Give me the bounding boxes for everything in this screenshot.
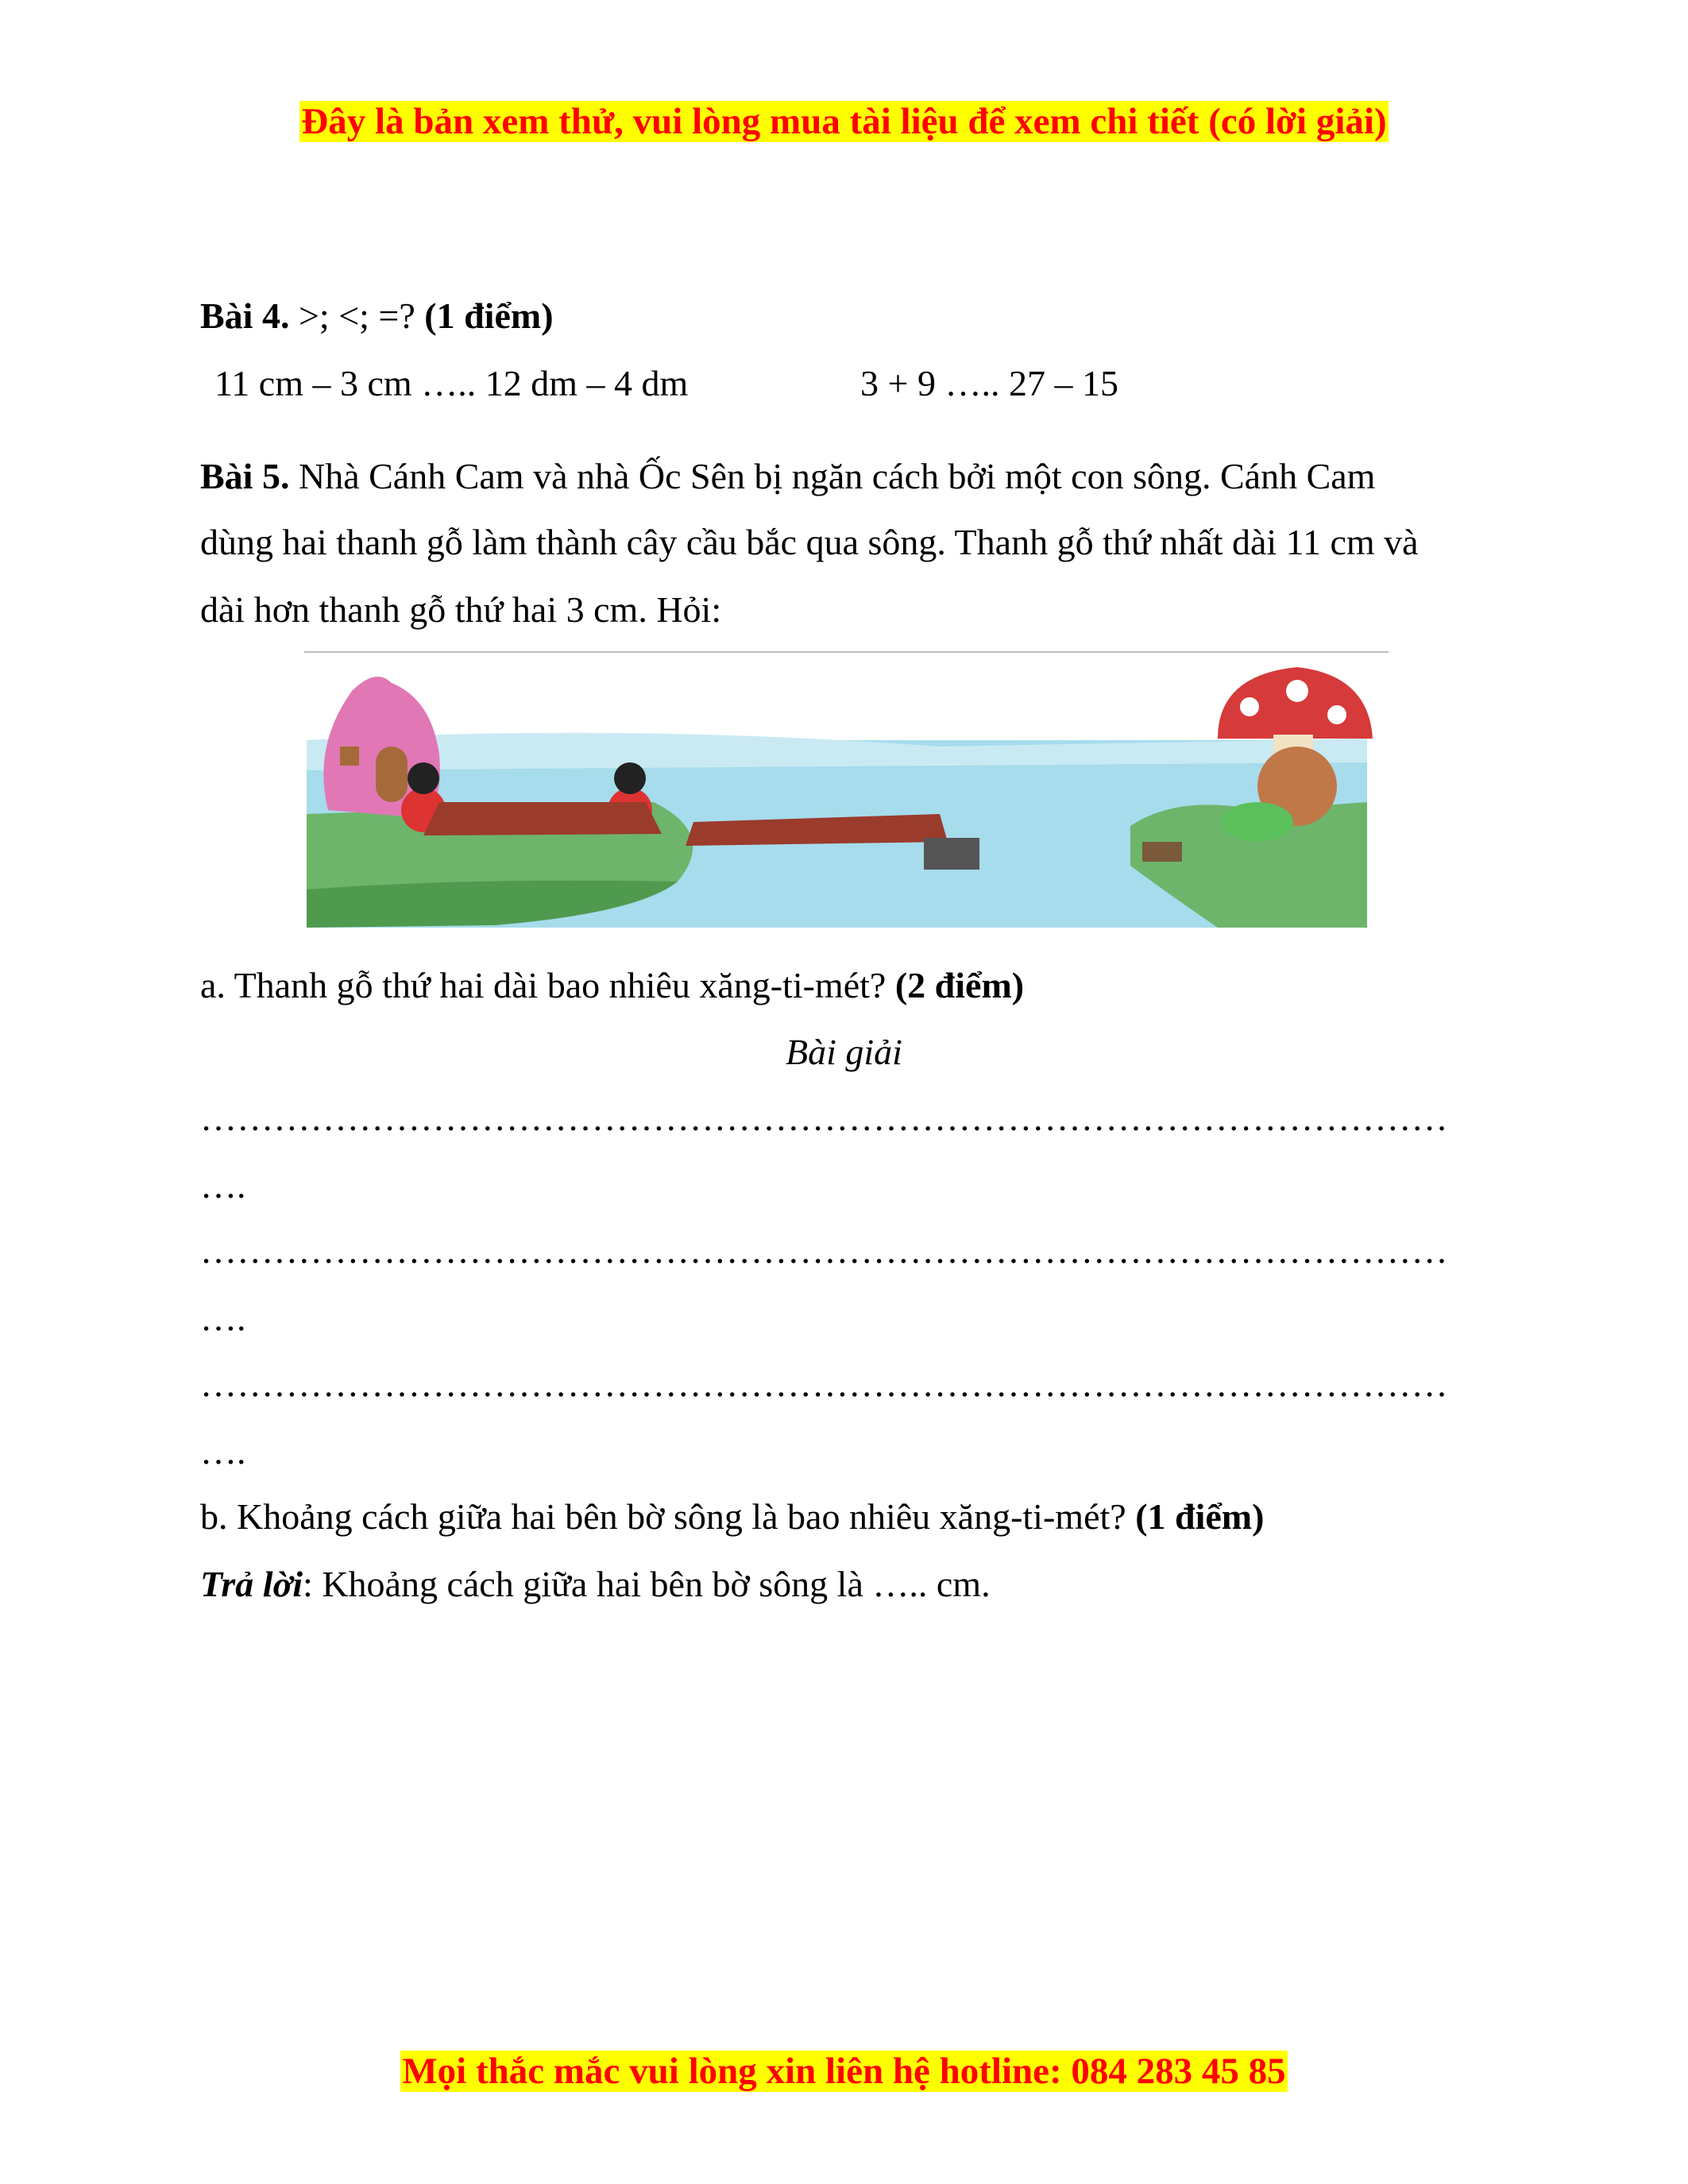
part-b-text: b. Khoảng cách giữa hai bên bờ sông là bao nhiêu xăng-ti-mét? xyxy=(200,1496,1126,1537)
mushroom-spot xyxy=(1327,705,1346,724)
solution-heading: Bài giải xyxy=(786,1032,902,1072)
snail-body xyxy=(1222,802,1293,842)
ladybug-left-head xyxy=(408,762,439,794)
bai4-heading xyxy=(200,294,554,338)
bai5-text-1: Nhà Cánh Cam và nhà Ốc Sên bị ngăn cách bởi một con sông. Cánh Cam xyxy=(298,456,1376,496)
answer-text: : Khoảng cách giữa hai bên bờ sông là ….. cm. xyxy=(303,1564,991,1604)
bai5-text-line-3: dài hơn thanh gỗ thứ hai 3 cm. Hỏi: xyxy=(200,589,722,630)
part-b-points: (1 điểm) xyxy=(1135,1496,1265,1537)
answer-dotted-line: ………………………………………………………………………………………… xyxy=(200,1098,1448,1138)
bai5-text-line-2: dùng hai thanh gỗ làm thành cây cầu bắc qua sông. Thanh gỗ thứ nhất dài 11 cm và xyxy=(200,522,1419,562)
answer-dotted-line: ………………………………………………………………………………………… xyxy=(200,1230,1448,1271)
bai5-label: Bài 5. xyxy=(200,456,290,496)
part-b-question xyxy=(200,1495,1264,1539)
plank-first xyxy=(423,802,662,835)
bai4-expression-1: 11 cm – 3 cm ….. 12 dm – 4 dm xyxy=(214,363,689,403)
bridge-illustration xyxy=(304,651,1389,928)
bai4-prompt: >; <; =? xyxy=(298,295,415,336)
bai5-text-line-1 xyxy=(200,454,1375,499)
house-window xyxy=(340,747,359,766)
part-a-text: a. Thanh gỗ thứ hai dài bao nhiêu xăng-ti-mét? xyxy=(200,965,886,1005)
mushroom-spot xyxy=(1240,697,1259,716)
part-a-points: (2 điểm) xyxy=(894,965,1025,1005)
hotline-banner xyxy=(0,2049,1688,2093)
preview-notice-text: Đây là bản xem thử, vui lòng mua tài liệu để xem chi tiết (có lời giải) xyxy=(301,101,1387,142)
answer-dotted-line-end: …. xyxy=(200,1431,246,1472)
mushroom-spot xyxy=(1286,680,1308,702)
answer-dotted-line: ………………………………………………………………………………………… xyxy=(200,1364,1448,1404)
bai4-label: Bài 4. xyxy=(200,295,290,336)
answer-dotted-line-end: …. xyxy=(200,1165,246,1206)
answer-label: Trả lời xyxy=(200,1564,303,1604)
stump-left xyxy=(924,838,979,870)
bai4-expression-2: 3 + 9 ….. 27 – 15 xyxy=(860,363,1118,403)
preview-notice-banner xyxy=(0,99,1688,144)
ladybug-right-head xyxy=(614,762,646,794)
answer-dotted-line-end: …. xyxy=(200,1298,246,1338)
part-b-answer xyxy=(200,1562,991,1607)
stump-right xyxy=(1142,842,1182,862)
bai4-points: (1 điểm) xyxy=(424,295,554,336)
hotline-text: Mọi thắc mắc vui lòng xin liên hệ hotline: 084 283 45 85 xyxy=(402,2051,1286,2092)
house-door xyxy=(376,747,408,802)
part-a-question xyxy=(200,963,1024,1008)
figure-top-rule xyxy=(304,651,1389,653)
